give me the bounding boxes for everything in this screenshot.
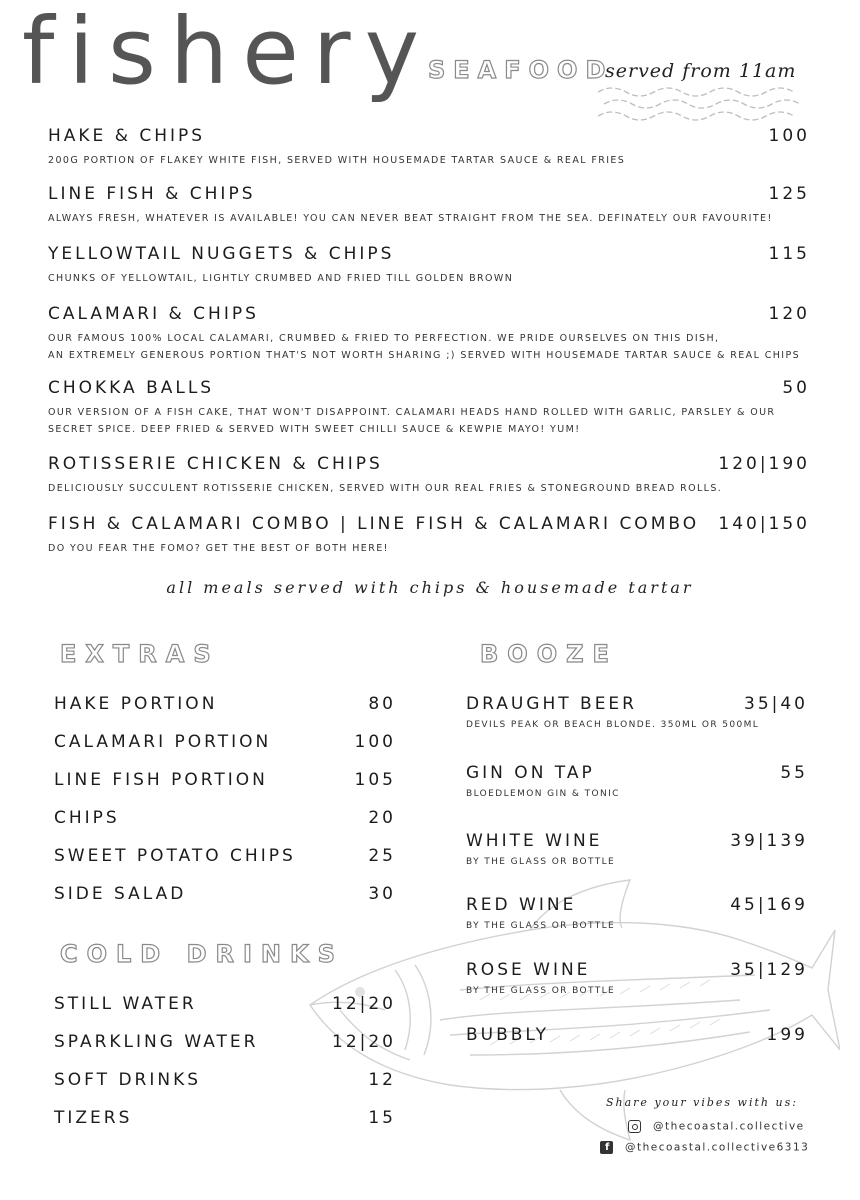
- item-description: DELICIOUSLY SUCCULENT ROTISSERIE CHICKEN, SERVED WITH OUR REAL FRIES & STONEGROUND BREAD ROLLS.: [48, 483, 723, 494]
- extras-item: [54, 694, 396, 714]
- item-name: GIN ON TAP: [466, 763, 595, 783]
- item-description: 200G PORTION OF FLAKEY WHITE FISH, SERVED WITH HOUSEMADE TARTAR SAUCE & REAL FRIES: [48, 155, 626, 166]
- facebook-handle[interactable]: [600, 1141, 809, 1154]
- section-title-extras: EXTRAS: [60, 640, 220, 668]
- cold-drink-item: [54, 1070, 396, 1090]
- menu-item: [48, 454, 810, 497]
- extras-item: [54, 846, 396, 866]
- tagline: all meals served with chips & housemade tartar: [166, 578, 694, 597]
- item-name: CALAMARI & CHIPS: [48, 304, 259, 324]
- item-price: 12: [368, 1070, 396, 1090]
- section-title-booze: BOOZE: [480, 640, 618, 668]
- booze-item: [466, 831, 808, 867]
- menu-item: [48, 184, 810, 227]
- item-price: 80: [368, 694, 396, 714]
- item-price: 120|190: [718, 454, 810, 474]
- item-name: BUBBLY: [466, 1025, 550, 1045]
- item-price: 115: [768, 244, 810, 264]
- cold-drink-item: [54, 1032, 396, 1052]
- serving-hours: served from 11am: [605, 60, 797, 82]
- extras-item: [54, 732, 396, 752]
- item-price: 105: [354, 770, 396, 790]
- section-title-seafood: SEAFOOD: [428, 56, 614, 84]
- booze-item: [466, 763, 808, 799]
- facebook-icon: f: [600, 1141, 613, 1154]
- item-name: FISH & CALAMARI COMBO | LINE FISH & CALAMARI COMBO: [48, 514, 700, 534]
- item-price: 20: [368, 808, 396, 828]
- item-name: HAKE PORTION: [54, 694, 218, 714]
- item-price: 125: [768, 184, 810, 204]
- booze-row: [466, 1025, 808, 1045]
- cold-drink-item: [54, 1108, 396, 1128]
- item-name: TIZERS: [54, 1108, 133, 1128]
- item-description: BY THE GLASS OR BOTTLE: [466, 921, 616, 931]
- item-name: WHITE WINE: [466, 831, 603, 851]
- booze-item: [466, 895, 808, 931]
- instagram-text: @thecoastal.collective: [653, 1120, 805, 1133]
- item-name: LINE FISH PORTION: [54, 770, 268, 790]
- brand-logo: fishery: [22, 0, 434, 105]
- extras-item: [54, 770, 396, 790]
- menu-item: [48, 244, 810, 287]
- menu-item: [48, 378, 810, 438]
- item-price: 12|20: [332, 1032, 396, 1052]
- item-name: CHIPS: [54, 808, 120, 828]
- item-name: SIDE SALAD: [54, 884, 187, 904]
- booze-item: [466, 1025, 808, 1045]
- menu-item: [48, 304, 810, 364]
- item-price: 30: [368, 884, 396, 904]
- booze-row: [466, 960, 808, 980]
- item-name: RED WINE: [466, 895, 577, 915]
- booze-row: [466, 694, 808, 714]
- cold-drink-item: [54, 994, 396, 1014]
- item-name: LINE FISH & CHIPS: [48, 184, 256, 204]
- instagram-handle[interactable]: [628, 1120, 805, 1133]
- item-description: BLOEDLEMON GIN & TONIC: [466, 789, 620, 799]
- item-price: 15: [368, 1108, 396, 1128]
- item-description: AN EXTREMELY GENEROUS PORTION THAT'S NOT WORTH SHARING ;) SERVED WITH HOUSEMADE TARTAR SAUCE & REAL CHIPS: [48, 350, 801, 361]
- wave-decoration: [598, 84, 818, 124]
- item-price: 140|150: [718, 514, 810, 534]
- item-price: 50: [782, 378, 810, 398]
- item-price: 12|20: [332, 994, 396, 1014]
- item-name: SPARKLING WATER: [54, 1032, 259, 1052]
- item-name: ROSE WINE: [466, 960, 591, 980]
- booze-item: [466, 694, 808, 730]
- item-description: BY THE GLASS OR BOTTLE: [466, 986, 616, 996]
- item-price: 120: [768, 304, 810, 324]
- item-description: DO YOU FEAR THE FOMO? GET THE BEST OF BOTH HERE!: [48, 543, 389, 554]
- item-description: BY THE GLASS OR BOTTLE: [466, 857, 616, 867]
- item-description: OUR FAMOUS 100% LOCAL CALAMARI, CRUMBED & FRIED TO PERFECTION. WE PRIDE OURSELVES ON THIS DISH,: [48, 333, 720, 344]
- item-price: 25: [368, 846, 396, 866]
- item-description: DEVILS PEAK OR BEACH BLONDE. 350ML OR 500ML: [466, 720, 760, 730]
- item-name: HAKE & CHIPS: [48, 126, 206, 146]
- menu-item: [48, 514, 810, 557]
- item-description: ALWAYS FRESH, WHATEVER IS AVAILABLE! YOU CAN NEVER BEAT STRAIGHT FROM THE SEA. DEFINATELY OUR FAVOURITE!: [48, 213, 773, 224]
- menu-item: [48, 126, 810, 169]
- extras-item: [54, 884, 396, 904]
- item-description: CHUNKS OF YELLOWTAIL, LIGHTLY CRUMBED AND FRIED TILL GOLDEN BROWN: [48, 273, 514, 284]
- item-name: YELLOWTAIL NUGGETS & CHIPS: [48, 244, 395, 264]
- item-name: CHOKKA BALLS: [48, 378, 215, 398]
- facebook-text: @thecoastal.collective6313: [625, 1141, 810, 1154]
- item-price: 35|129: [730, 960, 808, 980]
- social-prompt: Share your vibes with us:: [606, 1096, 798, 1109]
- item-price: 45|169: [730, 895, 808, 915]
- booze-row: [466, 763, 808, 783]
- item-name: SWEET POTATO CHIPS: [54, 846, 296, 866]
- instagram-icon: [628, 1120, 641, 1133]
- item-price: 35|40: [744, 694, 808, 714]
- extras-item: [54, 808, 396, 828]
- booze-row: [466, 895, 808, 915]
- item-price: 100: [354, 732, 396, 752]
- item-price: 100: [768, 126, 810, 146]
- item-name: ROTISSERIE CHICKEN & CHIPS: [48, 454, 383, 474]
- item-name: DRAUGHT BEER: [466, 694, 637, 714]
- booze-item: [466, 960, 808, 996]
- section-title-cold-drinks: COLD DRINKS: [60, 940, 344, 968]
- booze-row: [466, 831, 808, 851]
- item-price: 55: [780, 763, 808, 783]
- item-name: CALAMARI PORTION: [54, 732, 272, 752]
- item-price: 199: [766, 1025, 808, 1045]
- item-description: OUR VERSION OF A FISH CAKE, THAT WON'T DISAPPOINT. CALAMARI HEADS HAND ROLLED WITH GARLIC, PARSLEY & OUR: [48, 407, 776, 418]
- item-name: STILL WATER: [54, 994, 197, 1014]
- item-description: SECRET SPICE. DEEP FRIED & SERVED WITH SWEET CHILLI SAUCE & KEWPIE MAYO! YUM!: [48, 424, 581, 435]
- item-name: SOFT DRINKS: [54, 1070, 202, 1090]
- item-price: 39|139: [730, 831, 808, 851]
